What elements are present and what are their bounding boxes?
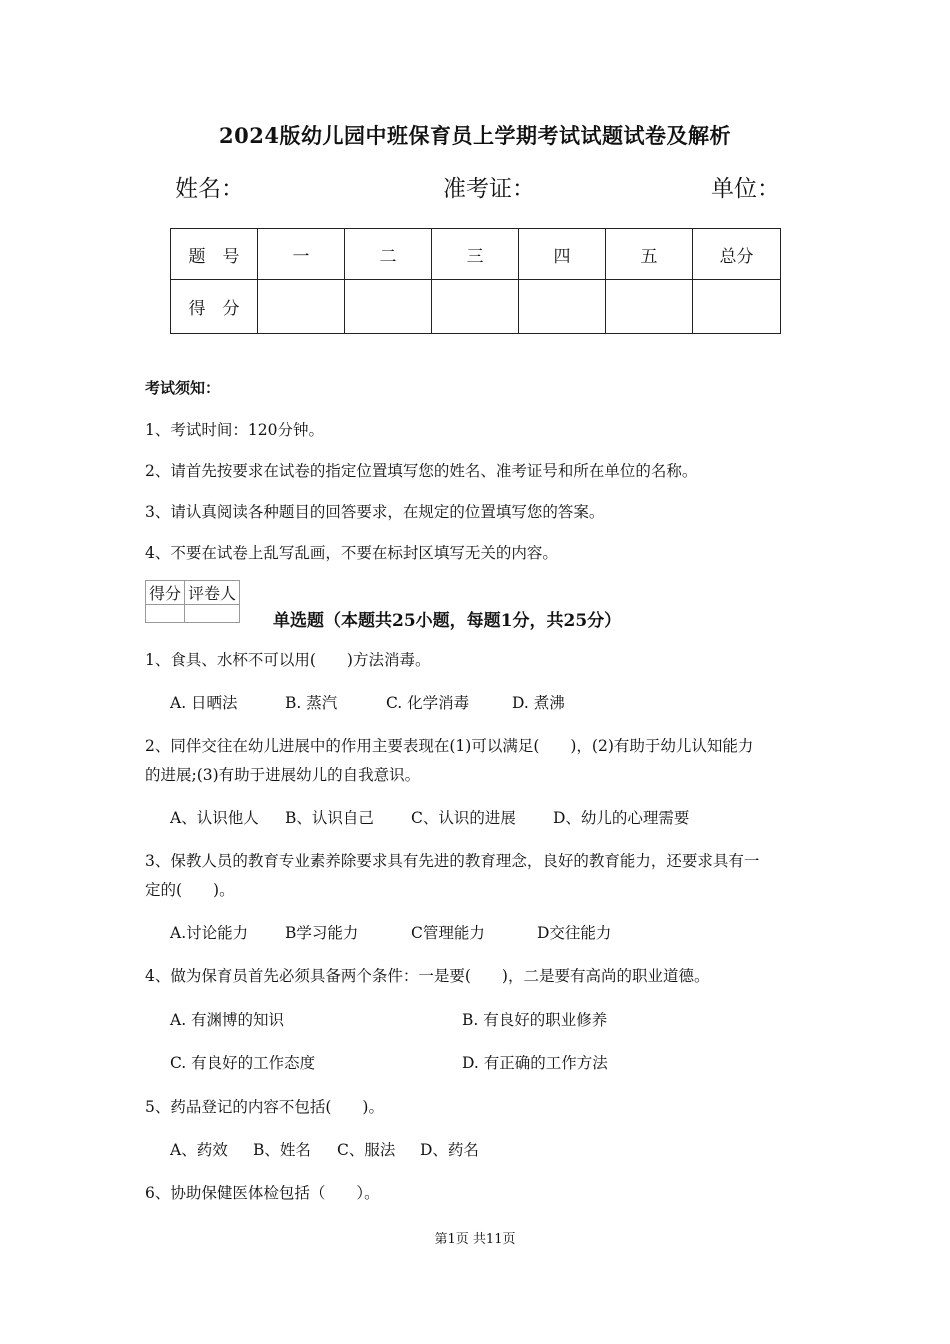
score-input-cell[interactable] bbox=[432, 280, 519, 334]
grader-score-cell[interactable] bbox=[146, 605, 185, 623]
option-c[interactable]: C管理能力 bbox=[411, 924, 485, 942]
question-stem-continued: 定的( )。 bbox=[145, 881, 235, 899]
grader-score-label: 得分 bbox=[146, 581, 185, 605]
option-c[interactable]: C、认识的进展 bbox=[411, 809, 516, 827]
score-header-cell: 二 bbox=[345, 229, 432, 280]
question-stem-continued: 的进展;(3)有助于进展幼儿的自我意识。 bbox=[145, 766, 421, 784]
option-a[interactable]: A.讨论能力 bbox=[170, 924, 249, 942]
score-input-cell[interactable] bbox=[606, 280, 693, 334]
grader-box bbox=[145, 580, 240, 623]
question-stem: 1、食具、水杯不可以用( )方法消毒。 bbox=[145, 651, 431, 669]
option-b[interactable]: B、姓名 bbox=[253, 1141, 311, 1159]
score-table-score-row bbox=[171, 280, 781, 334]
option-a[interactable]: A、认识他人 bbox=[170, 809, 259, 827]
notice-heading: 考试须知： bbox=[145, 379, 221, 397]
score-table bbox=[170, 228, 781, 334]
grader-name-cell[interactable] bbox=[185, 605, 240, 623]
document-title: 2024版幼儿园中班保育员上学期考试试题试卷及解析 bbox=[219, 123, 731, 148]
score-input-cell[interactable] bbox=[345, 280, 432, 334]
option-b[interactable]: B. 有良好的职业修养 bbox=[462, 1011, 608, 1029]
question-stem: 3、保教人员的教育专业素养除要求具有先进的教育理念，良好的教育能力，还要求具有一 bbox=[145, 852, 760, 870]
score-input-cell[interactable] bbox=[693, 280, 781, 334]
option-b[interactable]: B、认识自己 bbox=[285, 809, 374, 827]
section-title: 单选题（本题共25小题，每题1分，共25分） bbox=[273, 611, 622, 631]
option-c[interactable]: C. 有良好的工作态度 bbox=[170, 1054, 316, 1072]
name-field-label: 姓名： bbox=[175, 176, 244, 202]
score-input-cell[interactable] bbox=[519, 280, 606, 334]
option-d[interactable]: D交往能力 bbox=[537, 924, 612, 942]
score-header-cell: 一 bbox=[258, 229, 345, 280]
score-input-cell[interactable] bbox=[258, 280, 345, 334]
option-c[interactable]: C. 化学消毒 bbox=[386, 694, 470, 712]
option-a[interactable]: A. 有渊博的知识 bbox=[170, 1011, 285, 1029]
option-a[interactable]: A. 日晒法 bbox=[170, 694, 238, 712]
notice-item: 3、请认真阅读各种题目的回答要求，在规定的位置填写您的答案。 bbox=[145, 503, 605, 521]
option-d[interactable]: D、药名 bbox=[420, 1141, 479, 1159]
page-footer: 第1页 共11页 bbox=[434, 1232, 516, 1247]
score-table-header-row bbox=[171, 229, 781, 280]
question-stem: 4、做为保育员首先必须具备两个条件：一是要( )，二是要有高尚的职业道德。 bbox=[145, 967, 710, 985]
question-stem: 2、同伴交往在幼儿进展中的作用主要表现在(1)可以满足( )，(2)有助于幼儿认知能力 bbox=[145, 737, 754, 755]
grader-name-label: 评卷人 bbox=[185, 581, 240, 605]
unit-field-label: 单位： bbox=[711, 176, 780, 202]
score-row-label: 得 分 bbox=[171, 280, 258, 334]
score-header-cell: 四 bbox=[519, 229, 606, 280]
score-header-cell: 五 bbox=[606, 229, 693, 280]
question-stem: 5、药品登记的内容不包括( )。 bbox=[145, 1098, 384, 1116]
exam-id-field-label: 准考证： bbox=[443, 176, 535, 202]
option-a[interactable]: A、药效 bbox=[170, 1141, 228, 1159]
notice-item: 1、考试时间：120分钟。 bbox=[145, 421, 324, 439]
question-stem: 6、协助保健医体检包括（ ）。 bbox=[145, 1184, 380, 1202]
option-d[interactable]: D. 有正确的工作方法 bbox=[462, 1054, 608, 1072]
option-b[interactable]: B. 蒸汽 bbox=[285, 694, 338, 712]
notice-item: 2、请首先按要求在试卷的指定位置填写您的姓名、准考证号和所在单位的名称。 bbox=[145, 462, 698, 480]
score-header-cell: 题 号 bbox=[171, 229, 258, 280]
option-c[interactable]: C、服法 bbox=[337, 1141, 396, 1159]
score-header-cell: 总分 bbox=[693, 229, 781, 280]
notice-item: 4、不要在试卷上乱写乱画，不要在标封区填写无关的内容。 bbox=[145, 544, 558, 562]
option-d[interactable]: D、幼儿的心理需要 bbox=[553, 809, 690, 827]
score-header-cell: 三 bbox=[432, 229, 519, 280]
option-b[interactable]: B学习能力 bbox=[285, 924, 359, 942]
option-d[interactable]: D. 煮沸 bbox=[512, 694, 565, 712]
